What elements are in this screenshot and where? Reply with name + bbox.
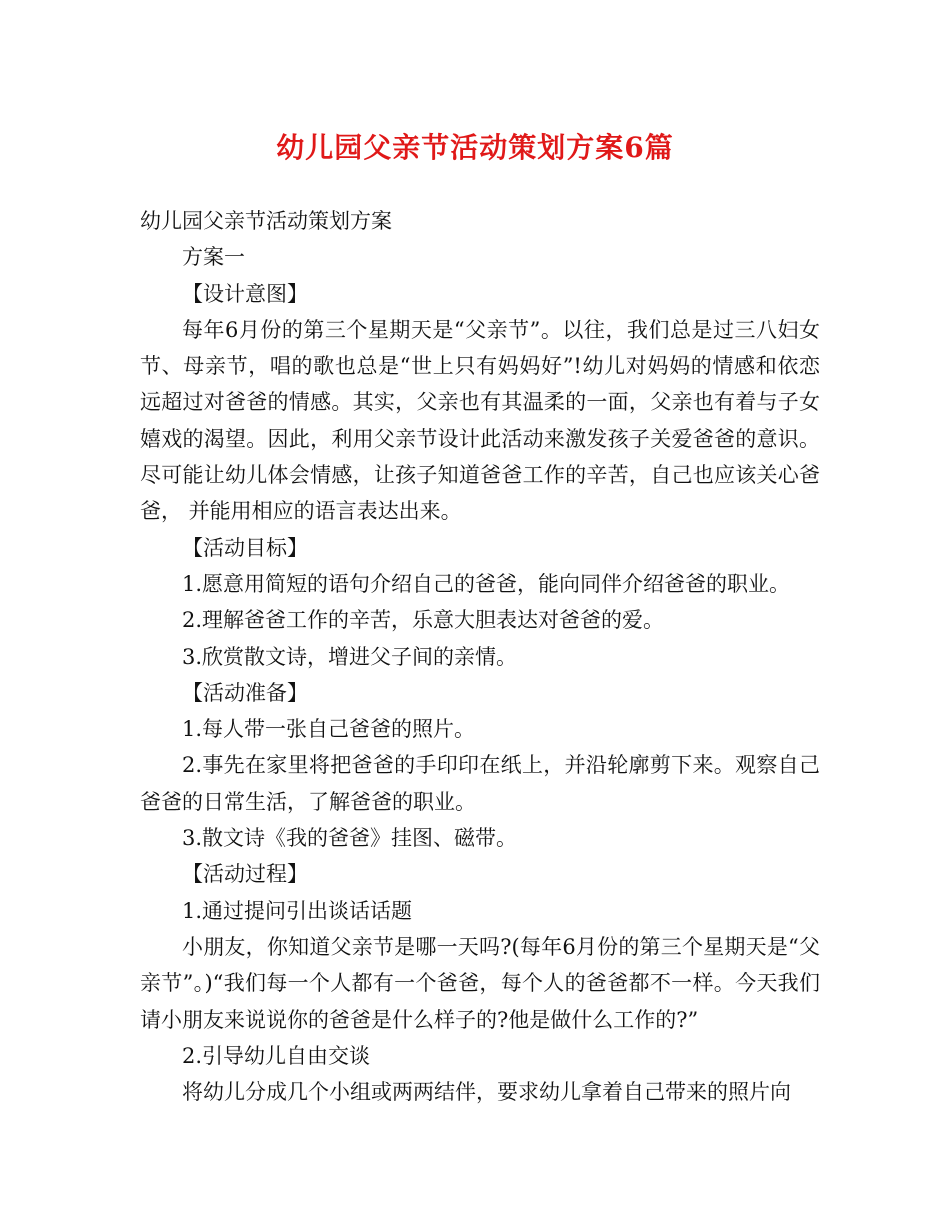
- paragraph-design-intent: 每年6月份的第三个星期天是“父亲节”。以往，我们总是过三八妇女节、母亲节，唱的歌也总是“世上只有妈妈好”!幼儿对妈妈的情感和依恋远超过对爸爸的情感。其实，父亲也有其温柔的一面，父亲也有着与子女嬉戏的渴望。因此，利用父亲节设计此活动来激发孩子关爱爸爸的意识。尽可能让幼儿体会情感，让孩子知道爸爸工作的辛苦，自己也应该关心爸爸， 并能用相应的语言表达出来。: [140, 317, 820, 524]
- list-item-goal-3: 3.欣赏散文诗，增进父子间的亲情。: [182, 644, 518, 669]
- document-title: 幼儿园父亲节活动策划方案6篇: [276, 131, 674, 164]
- plan-heading: 方案一: [182, 245, 245, 270]
- section-heading-process: 【活动过程】: [182, 862, 308, 887]
- paragraph-step-2: 将幼儿分成几个小组或两两结伴，要求幼儿拿着自己带来的照片向: [182, 1080, 791, 1105]
- process-step-1: 1.通过提问引出谈话话题: [182, 898, 413, 923]
- list-item-prep-3: 3.散文诗《我的爸爸》挂图、磁带。: [182, 826, 518, 851]
- document-body: [140, 203, 820, 1110]
- document-subtitle: 幼儿园父亲节活动策划方案: [140, 209, 392, 233]
- section-heading-design-intent: 【设计意图】: [182, 281, 308, 306]
- section-heading-goals: 【活动目标】: [182, 535, 308, 560]
- list-item-goal-2: 2.理解爸爸工作的辛苦，乐意大胆表达对爸爸的爱。: [182, 608, 665, 633]
- paragraph-step-1: 小朋友，你知道父亲节是哪一天吗?(每年6月份的第三个星期天是“父亲节”。)“我们每一个人都有一个爸爸，每个人的爸爸都不一样。今天我们请小朋友来说说你的爸爸是什么样子的?他是做什么工作的?”: [140, 934, 820, 1032]
- process-step-2: 2.引导幼儿自由交谈: [182, 1043, 371, 1068]
- list-item-prep-2: 2.事先在家里将把爸爸的手印印在纸上，并沿轮廓剪下来。观察自己爸爸的日常生活，了解爸爸的职业。: [140, 753, 820, 814]
- section-heading-preparation: 【活动准备】: [182, 680, 308, 705]
- list-item-prep-1: 1.每人带一张自己爸爸的照片。: [182, 717, 476, 742]
- list-item-goal-1: 1.愿意用简短的语句介绍自己的爸爸，能向同伴介绍爸爸的职业。: [182, 571, 791, 596]
